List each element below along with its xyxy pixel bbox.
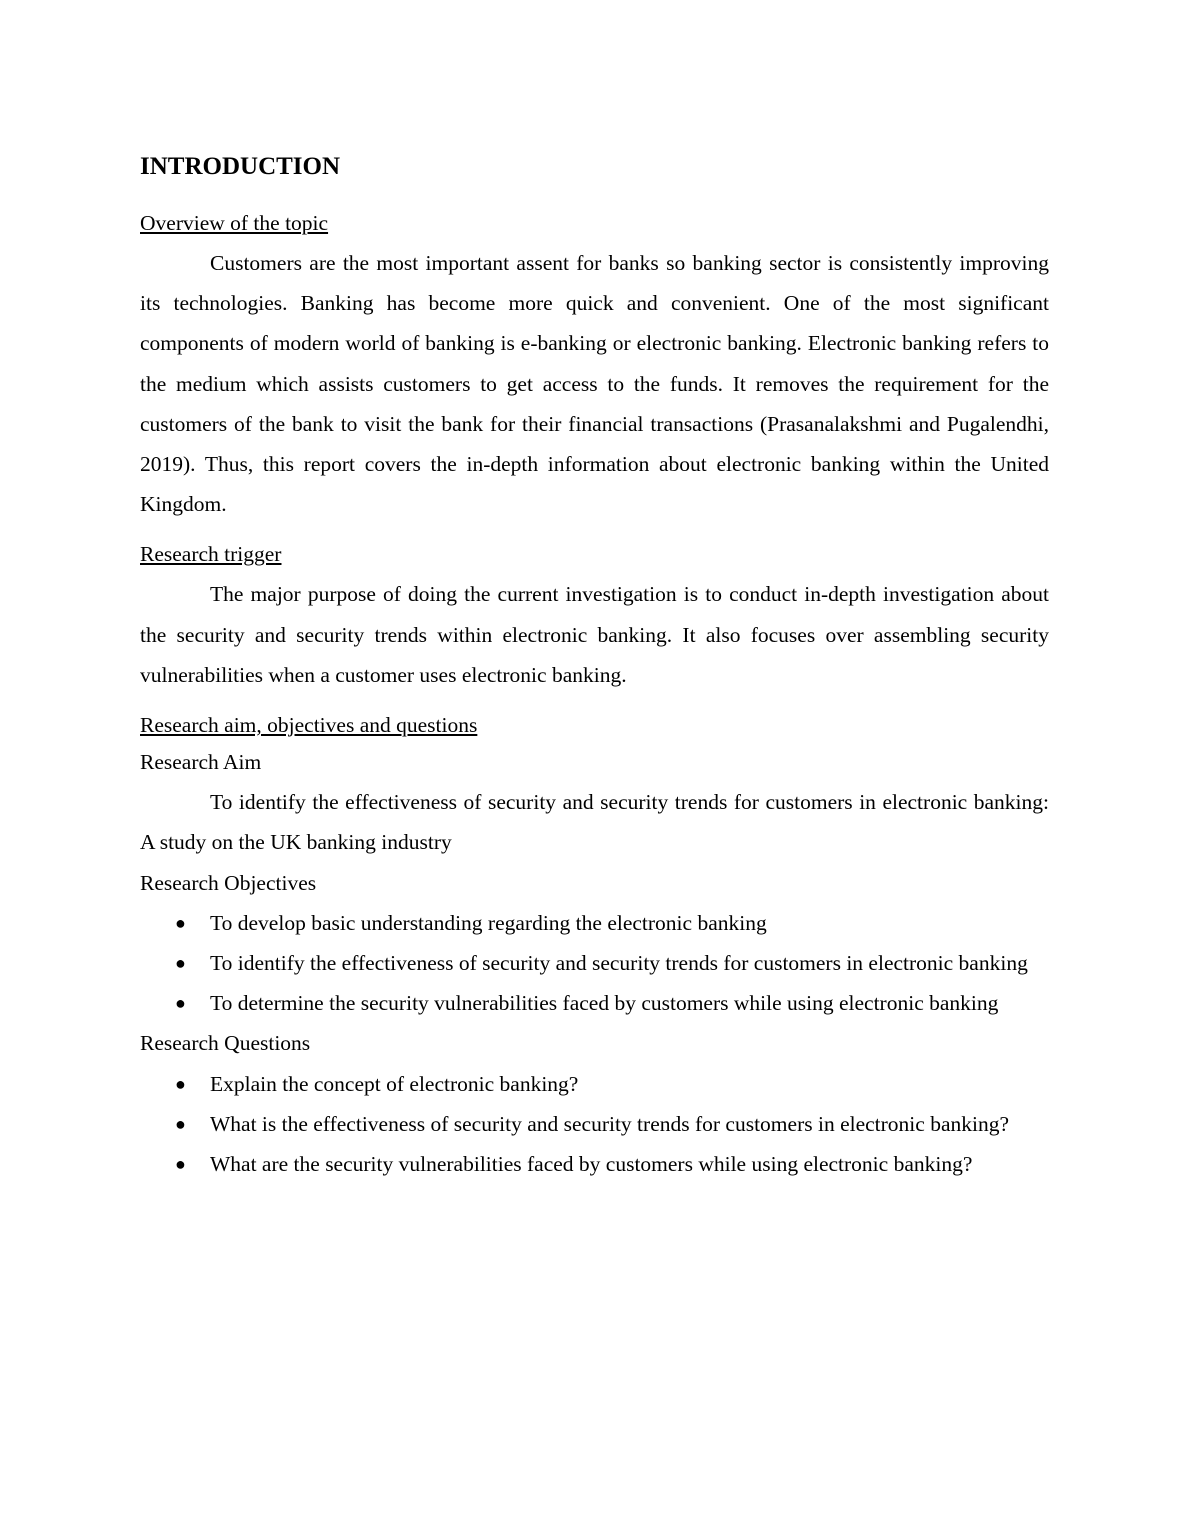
list-item xyxy=(140,983,1049,1023)
research-aims-heading: Research aim, objectives and questions xyxy=(140,713,478,738)
page-title: INTRODUCTION xyxy=(140,153,341,180)
list-item xyxy=(140,903,1049,943)
research-aim-label: Research Aim xyxy=(140,750,262,775)
list-item xyxy=(140,1104,1049,1144)
research-aim-paragraph: To identify the effectiveness of security and security trends for customers in electronic banking: A study on the UK banking industry xyxy=(140,790,1049,855)
bullet-icon: ● xyxy=(175,1113,186,1134)
question-text: Explain the concept of electronic banking? xyxy=(210,1071,579,1096)
research-objectives-label: Research Objectives xyxy=(140,870,317,895)
bullet-icon: ● xyxy=(175,1073,186,1094)
bullet-icon: ● xyxy=(175,912,186,933)
research-trigger-heading: Research trigger xyxy=(140,542,282,567)
question-text: What is the effectiveness of security and security trends for customers in electronic banking? xyxy=(210,1111,1010,1136)
overview-heading: Overview of the topic xyxy=(140,211,329,235)
objective-text: To identify the effectiveness of security and security trends for customers in electronic banking xyxy=(210,951,1028,976)
document-page xyxy=(140,150,1049,1184)
question-text: What are the security vulnerabilities faced by customers while using electronic banking? xyxy=(210,1152,973,1177)
objectives-list xyxy=(140,903,1049,1024)
questions-list xyxy=(140,1064,1049,1185)
bullet-icon: ● xyxy=(175,953,186,974)
list-item xyxy=(140,943,1049,983)
list-item xyxy=(140,1064,1049,1104)
research-questions-label: Research Questions xyxy=(140,1031,311,1056)
objective-text: To determine the security vulnerabilities faced by customers while using electronic banking xyxy=(210,991,999,1016)
list-item xyxy=(140,1144,1049,1184)
research-trigger-paragraph: The major purpose of doing the current investigation is to conduct in-depth investigation about the security and security trends within electronic banking. It also focuses over assembling security vulnerabilities when a customer uses electronic banking. xyxy=(140,582,1049,687)
bullet-icon: ● xyxy=(175,993,186,1014)
overview-paragraph: Customers are the most important assent for banks so banking sector is consistently improving its technologies. Banking has become more quick and convenient. One of the most significant components of modern world of banking is e-banking or electronic banking. Electronic banking refers to the medium which assists customers to get access to the funds. It removes the requirement for the customers of the bank to visit the bank for their financial transactions (Prasanalakshmi and Pugalendhi, 2019). Thus, this report covers the in-depth information about electronic banking within the United Kingdom. xyxy=(140,251,1049,517)
objective-text: To develop basic understanding regarding the electronic banking xyxy=(210,910,767,935)
bullet-icon: ● xyxy=(175,1154,186,1175)
